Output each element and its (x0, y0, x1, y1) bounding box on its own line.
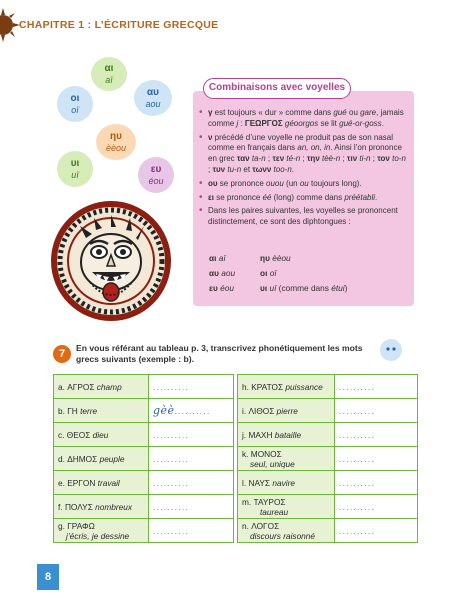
diphthong-1: αι aï (209, 253, 226, 263)
exercise-instruction: En vous référant au tableau p. 3, transcrivez phonétiquement les mots grecs suivants (exemple : b). (76, 343, 363, 364)
answer-field[interactable]: .......... (335, 423, 418, 447)
word-cell: c. ΘΕΟΣ dieu (54, 423, 149, 447)
answer-field[interactable]: .......... (149, 495, 234, 519)
table-row (54, 399, 234, 423)
table-row (54, 471, 234, 495)
table-row (54, 375, 234, 399)
word-cell: k. ΜΟΝΟΣ seul, unique (238, 447, 335, 471)
answer-field[interactable]: .......... (149, 423, 234, 447)
gorgon-medallion-illustration (50, 200, 172, 322)
table-row (238, 399, 418, 423)
exercise-table-right (237, 374, 418, 543)
answer-field[interactable]: .......... (149, 519, 234, 543)
answer-field[interactable]: .......... (149, 471, 234, 495)
table-row (238, 423, 418, 447)
answer-field[interactable]: .......... (335, 447, 418, 471)
table-row (54, 423, 234, 447)
rule-epsilon-iota: • ει se prononce éé (long) comme dans préétabli. (198, 193, 410, 204)
answer-field[interactable]: .......... (335, 375, 418, 399)
diphthong-3: αυ aou (209, 268, 236, 278)
smiley-face-icon (380, 339, 402, 361)
word-cell: i. ΛΙΘΟΣ pierre (238, 399, 335, 423)
bubble-omicron-iota: οι oï (57, 86, 93, 122)
table-row (54, 519, 234, 543)
bubble-upsilon-iota: υι uï (57, 151, 93, 187)
exercise-table-left (53, 374, 234, 543)
rule-nu: • ν précédé d’une voyelle ne produit pas de son nasal comme en français dans an, on, in. Ainsi l’on prononce en grec ταν ta-n ; τεν té-n ; την tèè-n ; τιν ti-n ; τον to-n ; τυν tu-n et τωνν too-n. (198, 133, 410, 176)
handwritten-answer: gèè (153, 404, 175, 417)
bubble-alpha-iota: αι aï (91, 57, 127, 91)
diphthong-2: ηυ èèou (260, 253, 291, 263)
table-row (238, 375, 418, 399)
diphthong-5: ευ éou (209, 283, 234, 293)
table-row (238, 519, 418, 543)
word-cell: l. ΝΑΥΣ navire (238, 471, 335, 495)
word-cell: d. ΔΗΜΟΣ peuple (54, 447, 149, 471)
word-cell: h. ΚΡΑΤΟΣ puissance (238, 375, 335, 399)
diphthong-4: οι oï (260, 268, 277, 278)
rule-gamma: • γ est toujours « dur » comme dans gué ou gare, jamais comme j : ΓΕΩΡΓΟΣ géoorgos se lit gué-or-goss. (198, 108, 410, 130)
chapter-title: CHAPITRE 1 : L’ÉCRITURE GRECQUE (19, 19, 219, 31)
answer-field[interactable]: .......... (335, 495, 418, 519)
table-row (54, 495, 234, 519)
word-cell: f. ΠΟΛΥΣ nombreux (54, 495, 149, 519)
vowel-rules-list (198, 108, 410, 231)
vowel-combinations-title: Combinaisons avec voyelles (203, 78, 351, 99)
table-row (238, 495, 418, 519)
answer-field[interactable]: .......... (149, 447, 234, 471)
answer-field[interactable]: .......... (335, 399, 418, 423)
word-cell: e. ΕΡΓΟΝ travail (54, 471, 149, 495)
answer-field[interactable]: .......... (149, 375, 234, 399)
rule-diphthongs: • Dans les paires suivantes, les voyelles se prononcent distinctement, ce sont des diphtongues : (198, 206, 410, 228)
page-number: 8 (37, 564, 59, 590)
bubble-alpha-upsilon: αυ aou (134, 80, 172, 116)
table-row (238, 471, 418, 495)
word-cell: a. ΑΓΡΟΣ champ (54, 375, 149, 399)
answer-field[interactable]: .......... (335, 519, 418, 543)
exercise-number-badge: 7 (53, 345, 71, 363)
bubble-epsilon-upsilon: ευ éou (138, 157, 174, 193)
word-cell: b. ΓΗ terre (54, 399, 149, 423)
diphthong-6: υι uï (comme dans étui) (260, 283, 348, 293)
word-cell: m. ΤΑΥΡΟΣ taureau (238, 495, 335, 519)
chapter-sun-icon (0, 8, 20, 42)
answer-field[interactable]: .......... (335, 471, 418, 495)
word-cell: j. ΜΑΧΗ bataille (238, 423, 335, 447)
bubble-eta-upsilon: ηυ èèou (96, 124, 136, 160)
rule-omicron-upsilon: • ου se prononce ouou (un ou toujours long). (198, 179, 410, 190)
word-cell: g. ΓΡΑΦΩ j’écris, je dessine (54, 519, 149, 543)
answer-field[interactable]: gèè.......... (149, 399, 234, 423)
table-row (54, 447, 234, 471)
table-row (238, 447, 418, 471)
word-cell: n. ΛΟΓΟΣ discours raisonné (238, 519, 335, 543)
